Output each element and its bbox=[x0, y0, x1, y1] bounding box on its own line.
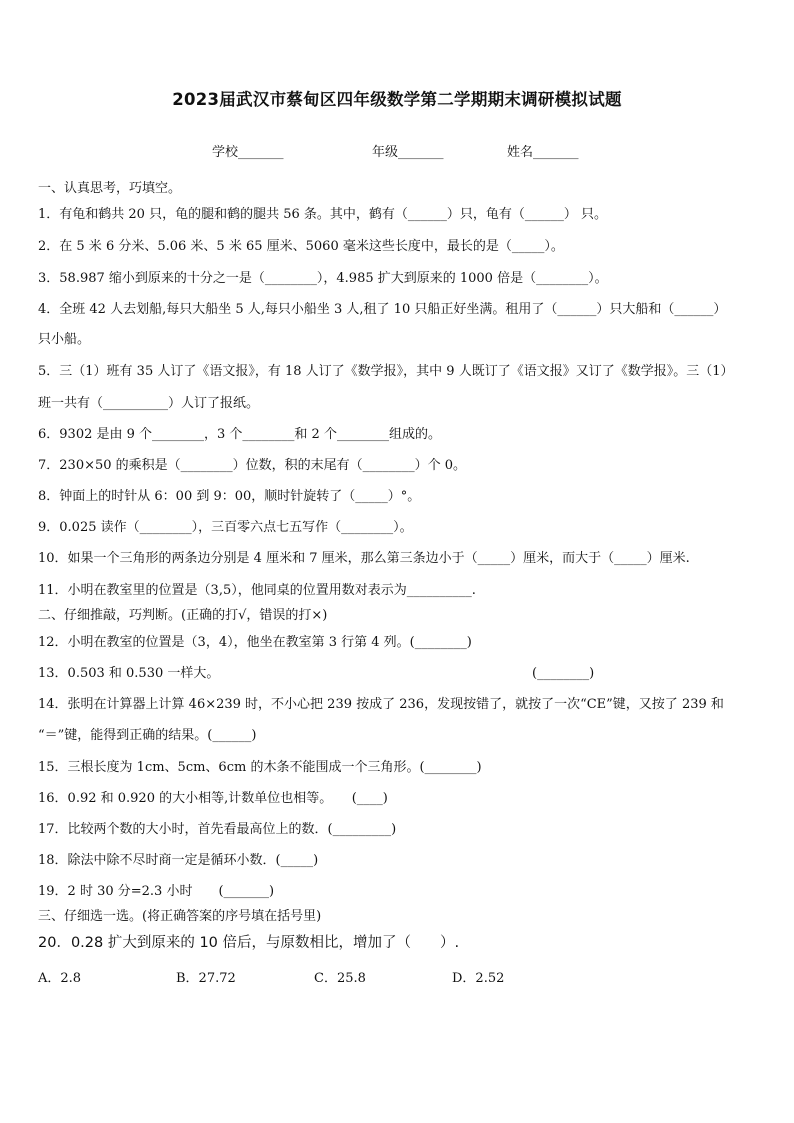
question-20: 20．0.28 扩大到原来的 10 倍后，与原数相比，增加了（ ）. bbox=[38, 935, 460, 951]
section-2-heading: 二、仔细推敲，巧判断。(正确的打√，错误的打×) bbox=[38, 608, 328, 623]
page-title: 2023届武汉市蔡甸区四年级数学第二学期期末调研模拟试题 bbox=[172, 90, 622, 109]
question-16: 16．0.92 和 0.920 的大小相等,计数单位也相等。 (____) bbox=[38, 791, 388, 806]
question-7: 7．230×50 的乘积是（________）位数，积的末尾有（________）个 0。 bbox=[38, 458, 467, 473]
question-4-line-2: 只小船。 bbox=[38, 332, 91, 347]
question-2: 2．在 5 米 6 分米、5.06 米、5 米 65 厘米、5060 毫米这些长度中，最长的是（_____）。 bbox=[38, 239, 564, 254]
question-8: 8．钟面上的时针从 6：00 到 9：00，顺时针旋转了（_____）°。 bbox=[38, 489, 421, 504]
question-12: 12．小明在教室的位置是（3，4），他坐在教室第 3 行第 4 列。(________) bbox=[38, 635, 472, 650]
question-5-line-1: 5．三（1）班有 35 人订了《语文报》，有 18 人订了《数学报》，其中 9 人既订了《语文报》又订了《数学报》。三（1） bbox=[38, 364, 734, 379]
question-19: 19．2 时 30 分=2.3 小时 (_______) bbox=[38, 884, 275, 899]
grade-field: 年级_______ bbox=[372, 145, 444, 160]
option-d: D．2.52 bbox=[452, 971, 505, 986]
question-17: 17．比较两个数的大小时，首先看最高位上的数．(_________) bbox=[38, 822, 397, 837]
question-14-line-1: 14．张明在计算器上计算 46×239 时，不小心把 239 按成了 236，发现按错了，就按了一次“CE”键，又按了 239 和 bbox=[38, 697, 724, 712]
question-13-answer-bracket: (________) bbox=[532, 666, 595, 681]
question-4-line-1: 4．全班 42 人去划船,每只大船坐 5 人,每只小船坐 3 人,租了 10 只船正好坐满。租用了（______）只大船和（______） bbox=[38, 302, 727, 317]
question-18: 18．除法中除不尽时商一定是循环小数．(_____) bbox=[38, 853, 319, 868]
option-c: C．25.8 bbox=[314, 971, 366, 986]
question-10: 10．如果一个三角形的两条边分别是 4 厘米和 7 厘米，那么第三条边小于（_____）厘米，而大于（_____）厘米. bbox=[38, 551, 690, 566]
question-14-line-2: “＝”键，能得到正确的结果。(______) bbox=[38, 728, 257, 743]
section-1-heading: 一、认真思考，巧填空。 bbox=[38, 181, 182, 196]
question-15: 15．三根长度为 1cm、5cm、6cm 的木条不能围成一个三角形。(________) bbox=[38, 760, 482, 775]
question-5-line-2: 班一共有（__________）人订了报纸。 bbox=[38, 396, 260, 411]
name-field: 姓名_______ bbox=[507, 145, 579, 160]
question-1: 1．有龟和鹤共 20 只，龟的腿和鹤的腿共 56 条。其中，鹤有（______）只，龟有（______） 只。 bbox=[38, 207, 608, 222]
question-6: 6．9302 是由 9 个________，3 个________和 2 个________组成的。 bbox=[38, 427, 441, 442]
question-3: 3．58.987 缩小到原来的十分之一是（________），4.985 扩大到原来的 1000 倍是（________）。 bbox=[38, 271, 608, 286]
question-13: 13．0.503 和 0.530 一样大。 bbox=[38, 666, 220, 681]
question-9: 9．0.025 读作（________），三百零六点七五写作（________）。 bbox=[38, 520, 413, 535]
school-field: 学校_______ bbox=[212, 145, 284, 160]
option-a: A．2.8 bbox=[38, 971, 82, 986]
question-11: 11．小明在教室里的位置是（3,5），他同桌的位置用数对表示为__________. bbox=[38, 583, 476, 598]
section-3-heading: 三、仔细选一选。(将正确答案的序号填在括号里) bbox=[38, 909, 322, 924]
option-b: B．27.72 bbox=[176, 971, 236, 986]
